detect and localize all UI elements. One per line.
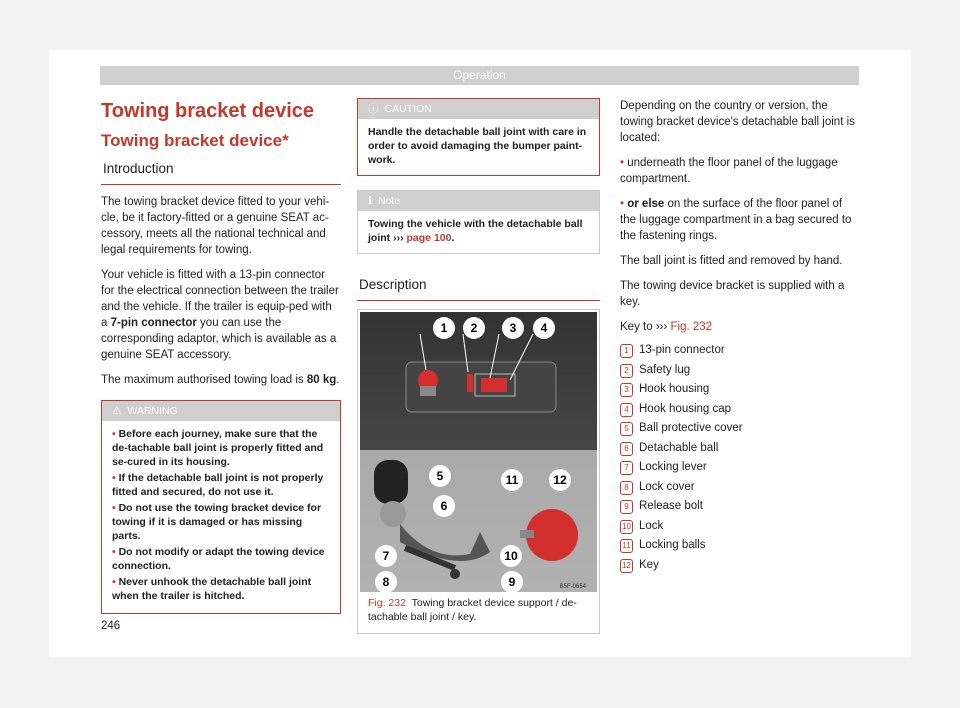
key-fig-link[interactable]: Fig. 232	[670, 321, 713, 333]
key-label: Detachable ball	[639, 441, 719, 454]
key-number-badge: 8	[620, 481, 633, 495]
key-list-item	[620, 458, 860, 478]
load-paragraph: The maximum authorised towing load is 80 kg.	[101, 374, 340, 386]
key-label: Locking lever	[639, 461, 707, 473]
note-box	[357, 190, 600, 254]
key-number-badge: 2	[620, 364, 633, 378]
callout-10: 10	[504, 549, 518, 563]
intro-heading: Introduction	[101, 160, 341, 185]
section-title: Towing bracket device*	[101, 131, 289, 150]
warning-item: • If the detachable ball joint is not properly fitted and secured, do not use it.	[112, 472, 324, 498]
column-middle	[357, 98, 600, 634]
key-list-item	[620, 400, 860, 420]
caution-box	[357, 98, 600, 176]
key-list-item	[620, 536, 860, 556]
key-number-badge: 6	[620, 442, 633, 456]
figure-caption-text: Towing bracket device support / de-tachable ball joint / key.	[368, 597, 577, 623]
key-list-item	[620, 419, 860, 439]
key-number-badge: 1	[620, 344, 633, 358]
key-number-badge: 5	[620, 422, 633, 436]
key-list-item	[620, 478, 860, 498]
callout-1: 1	[440, 321, 448, 335]
bullet-item: • underneath the floor panel of the luggage compartment.	[620, 157, 838, 185]
key-list-item	[620, 497, 860, 517]
key-number-badge: 4	[620, 403, 633, 417]
caution-label: CAUTION	[384, 103, 432, 115]
key-number-badge: 3	[620, 383, 633, 397]
caution-icon: ⓘ	[368, 103, 379, 115]
note-page-link[interactable]: page 100	[406, 232, 452, 244]
callout-9: 9	[508, 575, 516, 589]
callout-12: 12	[553, 473, 567, 487]
caution-header	[358, 99, 599, 119]
warning-item: • Never unhook the detachable ball joint when the trailer is hitched.	[112, 576, 312, 602]
callout-11: 11	[505, 473, 519, 487]
warning-icon: ⚠	[112, 405, 122, 417]
page-number: 246	[101, 620, 121, 632]
key-label: Hook housing cap	[639, 402, 732, 415]
section-header: Operation	[100, 66, 859, 85]
key-label: Hook housing	[639, 383, 710, 395]
key-number-badge: 12	[620, 559, 633, 573]
callout-6: 6	[440, 499, 448, 513]
key-list-item	[620, 380, 860, 400]
fitting-paragraph: The ball joint is fitted and removed by hand.	[620, 255, 843, 267]
bullet-item: • or else on the surface of the floor panel of the luggage compartment in a bag secured to the fastening rings.	[620, 198, 852, 242]
key-to-line: Key to ››› Fig. 232	[620, 321, 713, 333]
warning-header	[102, 401, 340, 421]
figure-code: B5F-0654	[559, 584, 586, 590]
key-label: Locking balls	[639, 539, 706, 551]
warning-item: • Before each journey, make sure that the de-tachable ball joint is properly fitted and se-cured in its housing.	[112, 428, 324, 468]
key-list-item	[620, 439, 860, 459]
key-label: Lock cover	[639, 480, 695, 493]
key-label: Lock	[639, 519, 664, 532]
key-list-item	[620, 556, 860, 576]
warning-label: WARNING	[127, 405, 178, 417]
warning-box	[101, 400, 341, 614]
column-left	[101, 98, 341, 614]
key-label: Ball protective cover	[639, 422, 743, 434]
figure-caption	[368, 596, 593, 624]
intro-paragraph: The towing bracket device fitted to your vehi-cle, be it factory-fitted or a genuine SEAT ac-cessory, meets all the national technical and legal requirements for towing.	[101, 196, 330, 256]
key-label: 13-pin connector	[639, 344, 725, 356]
key-list-item	[620, 517, 860, 537]
callout-4: 4	[540, 321, 548, 335]
key-list	[620, 341, 860, 575]
warning-body	[102, 421, 340, 613]
callout-8: 8	[382, 575, 390, 589]
location-paragraph: Depending on the country or version, the towing bracket device's detachable ball joint is located:	[620, 100, 855, 144]
callout-7: 7	[382, 549, 390, 563]
page-title: Towing bracket device	[101, 100, 315, 122]
key-number-badge: 7	[620, 461, 633, 475]
callout-3: 3	[509, 321, 517, 335]
callout-5: 5	[436, 469, 444, 483]
key-paragraph: The towing device bracket is supplied with a key.	[620, 280, 845, 308]
callouts-layer	[360, 312, 597, 592]
note-header	[358, 191, 599, 211]
key-label: Safety lug	[639, 363, 691, 376]
description-heading: Description	[357, 276, 600, 301]
key-number-badge: 10	[620, 520, 633, 534]
note-label: Note	[378, 195, 401, 207]
key-label: Key	[639, 558, 659, 571]
caution-body: Handle the detachable ball joint with care in order to avoid damaging the bumper paint-work.	[368, 126, 587, 166]
key-number-badge: 9	[620, 500, 633, 514]
key-number-badge: 11	[620, 539, 633, 553]
connector-paragraph: Your vehicle is fitted with a 13-pin connector for the electrical connection between the trailer and the vehicle. If the trailer is equip-ped with a 7-pin connector you can use the corresponding adaptor, which is available as a genuine SEAT accessory.	[101, 269, 339, 361]
key-list-item	[620, 361, 860, 381]
note-icon: ℹ	[368, 195, 372, 207]
warning-item: • Do not use the towing bracket device for towing if it is damaged or has missing parts.	[112, 502, 322, 542]
warning-item: • Do not modify or adapt the towing device connection.	[112, 546, 325, 572]
column-right	[620, 98, 860, 575]
key-list-item	[620, 341, 860, 361]
figure-label: Fig. 232	[368, 597, 406, 609]
key-label: Release bolt	[639, 500, 703, 512]
callout-2: 2	[470, 321, 478, 335]
figure-232	[357, 309, 600, 634]
note-body: Towing the vehicle with the detachable ball joint ››› page 100.	[368, 218, 583, 244]
